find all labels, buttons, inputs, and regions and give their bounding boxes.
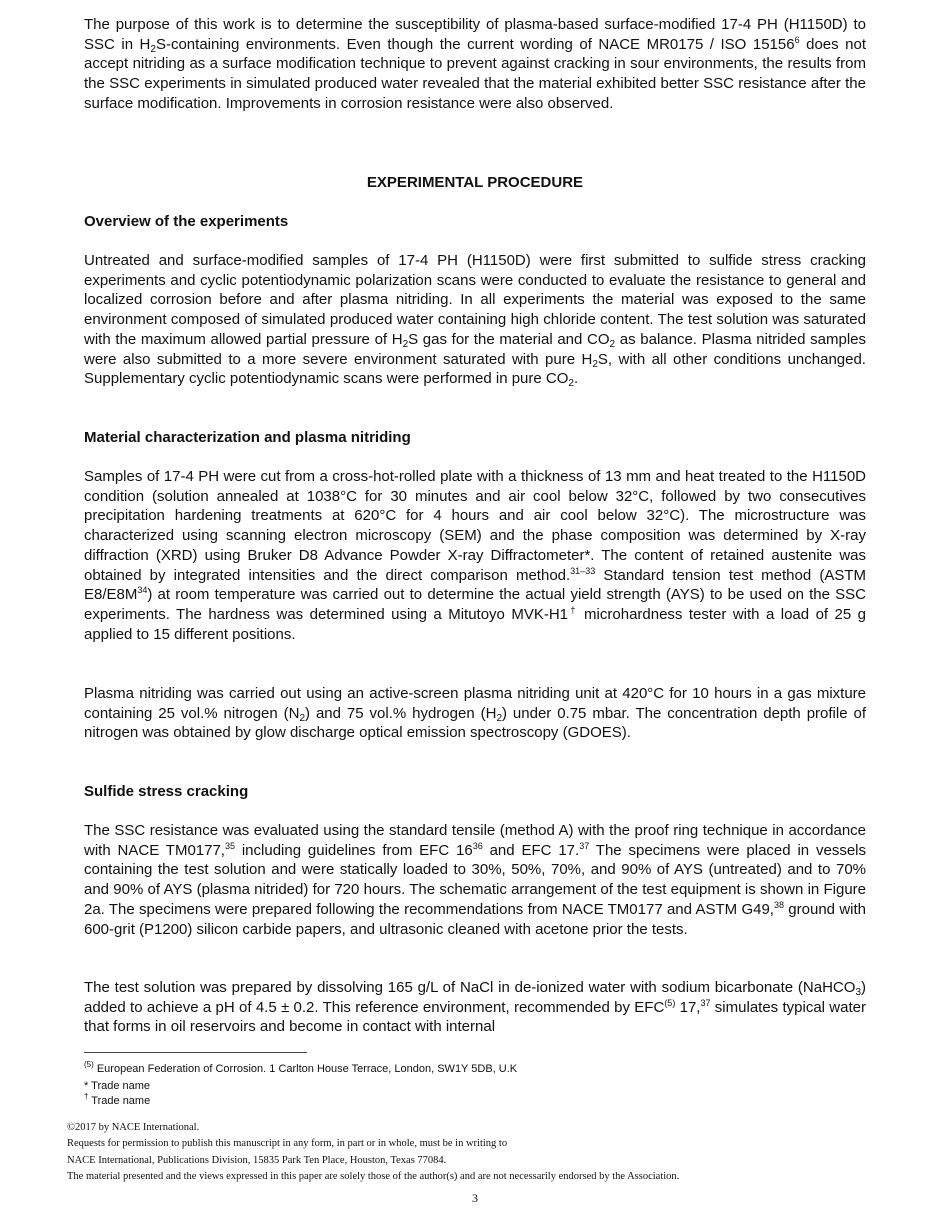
overview-paragraph: Untreated and surface-modified samples of 17-4 PH (H1150D) were first submitted to sulfide stress cracking experiments and cyclic potentiodynamic polarization scans were conducted to evaluate the resistance to general and localized corrosion before and after plasma nitriding. In all experiments the material was exposed to the same environment composed of simulated produced water containing high chloride content. The test solution was saturated with the maximum allowed partial pressure of $H_2S$ gas for the material and $CO_2$ as balance. Plasma nitrided samples were also submitted to a more severe environment saturated with pure $H_2S$, with all other conditions unchanged. Supplementary cyclic potentiodynamic scans were performed in pure $CO_2$. [84,252,867,390]
footnote-divider [84,1052,307,1053]
footnote-asterisk: * Trade name [84,1080,151,1092]
footer-disclaimer-line: The material presented and the views expressed in this paper are solely those of the author(s) and are not necessarily endorsed by the Association. [67,1171,680,1182]
footer-address-line: NACE International, Publications Division, 15835 Park Ten Place, Houston, Texas 77084. [67,1155,447,1166]
subheading-ssc: Sulfide stress cracking [84,783,249,800]
subheading-material: Material characterization and plasma nitriding [84,429,411,446]
footnote-dagger: † Trade name [84,1092,151,1107]
material-paragraph-2: Plasma nitriding was carried out using an active-screen plasma nitriding unit at 420°C for 10 hours in a gas mixture containing 25 vol.% nitrogen $(N_2)$ and 75 vol.% hydrogen $(H_2)$ under 0.75 mbar. The concentration depth profile of nitrogen was obtained by glow discharge optical emission spectroscopy (GDOES). [84,685,866,742]
material-paragraph-1: Samples of 17-4 PH were cut from a cross-hot-rolled plate with a thickness of 13 mm and heat treated to the H1150D condition (solution annealed at 1038°C for 30 minutes and air cool below 32°C, followed by two consecutives precipitation hardening treatments at 620°C for 4 hours and air cool below 32°C). The microstructure was characterized using scanning electron microscopy (SEM) and the phase composition was determined by X-ray diffraction (XRD) using Bruker D8 Advance Powder X-ray Diffractometer*. The content of retained austenite was obtained by integrated intensities and the direct comparison method.$^{31-33}$ Standard tension test method (ASTM $E8/E8M^{34}$) at room temperature was carried out to determine the actual yield strength (AYS) to be used on the SSC experiments. The hardness was determined using a Mitutoyo MVK-H1† microhardness tester with a load of 25 g applied to 15 different positions. [84,468,866,643]
footer-permission-line: Requests for permission to publish this manuscript in any form, in part or in whole, must be in writing to [67,1138,508,1149]
footer-copyright: ©2017 by NACE International. [67,1122,200,1133]
ssc-paragraph-2: The test solution was prepared by dissolving 165 g/L of NaCl in de-ionized water with sodium bicarbonate (NaHCO$_3$) added to achieve a pH of 4.5 ± 0.2. This reference environment, recommended by EFC$^{(5)}$ 17,37 simulates typical water that forms in oil reservoirs and become in contact with internal [84,979,866,1036]
ssc-paragraph-1: The SSC resistance was evaluated using the standard tensile (method A) with the proof ring technique in accordance with NACE TM0177,35 including guidelines from EFC $16^{36}$ and EFC 17.37 The specimens were placed in vessels containing the test solution and were statically loaded to 30%, 50%, 70%, and 90% of AYS (untreated) and to 70% and 90% of AYS (plasma nitrided) for 720 hours. The schematic arrangement of the test equipment is shown in Figure 2a. The specimens were prepared following the recommendations from NACE TM0177 and ASTM G49,38 ground with 600-grit (P1200) silicon carbide papers, and ultrasonic cleaned with acetone prior the tests. [84,822,867,938]
intro-paragraph: The purpose of this work is to determine the susceptibility of plasma-based surface-modified 17-4 PH (H1150D) to SSC in $H_2S$-containing environments. Even though the current wording of NACE MR0175 / ISO 15156$^6$ does not accept nitriding as a surface modification technique to prevent against cracking in sour environments, the results from the SSC experiments in simulated produced water revealed that the material exhibited better SSC resistance after the surface modification. Improvements in corrosion resistance were also observed. [84,16,867,112]
page-number: 3 [472,1191,478,1205]
footnote-5: $^{(5)}$ European Federation of Corrosion. 1 Carlton House Terrace, London, SW1Y 5DB, U.K [84,1060,518,1075]
subheading-overview: Overview of the experiments [84,213,289,230]
section-heading-experimental: EXPERIMENTAL PROCEDURE [366,174,584,191]
